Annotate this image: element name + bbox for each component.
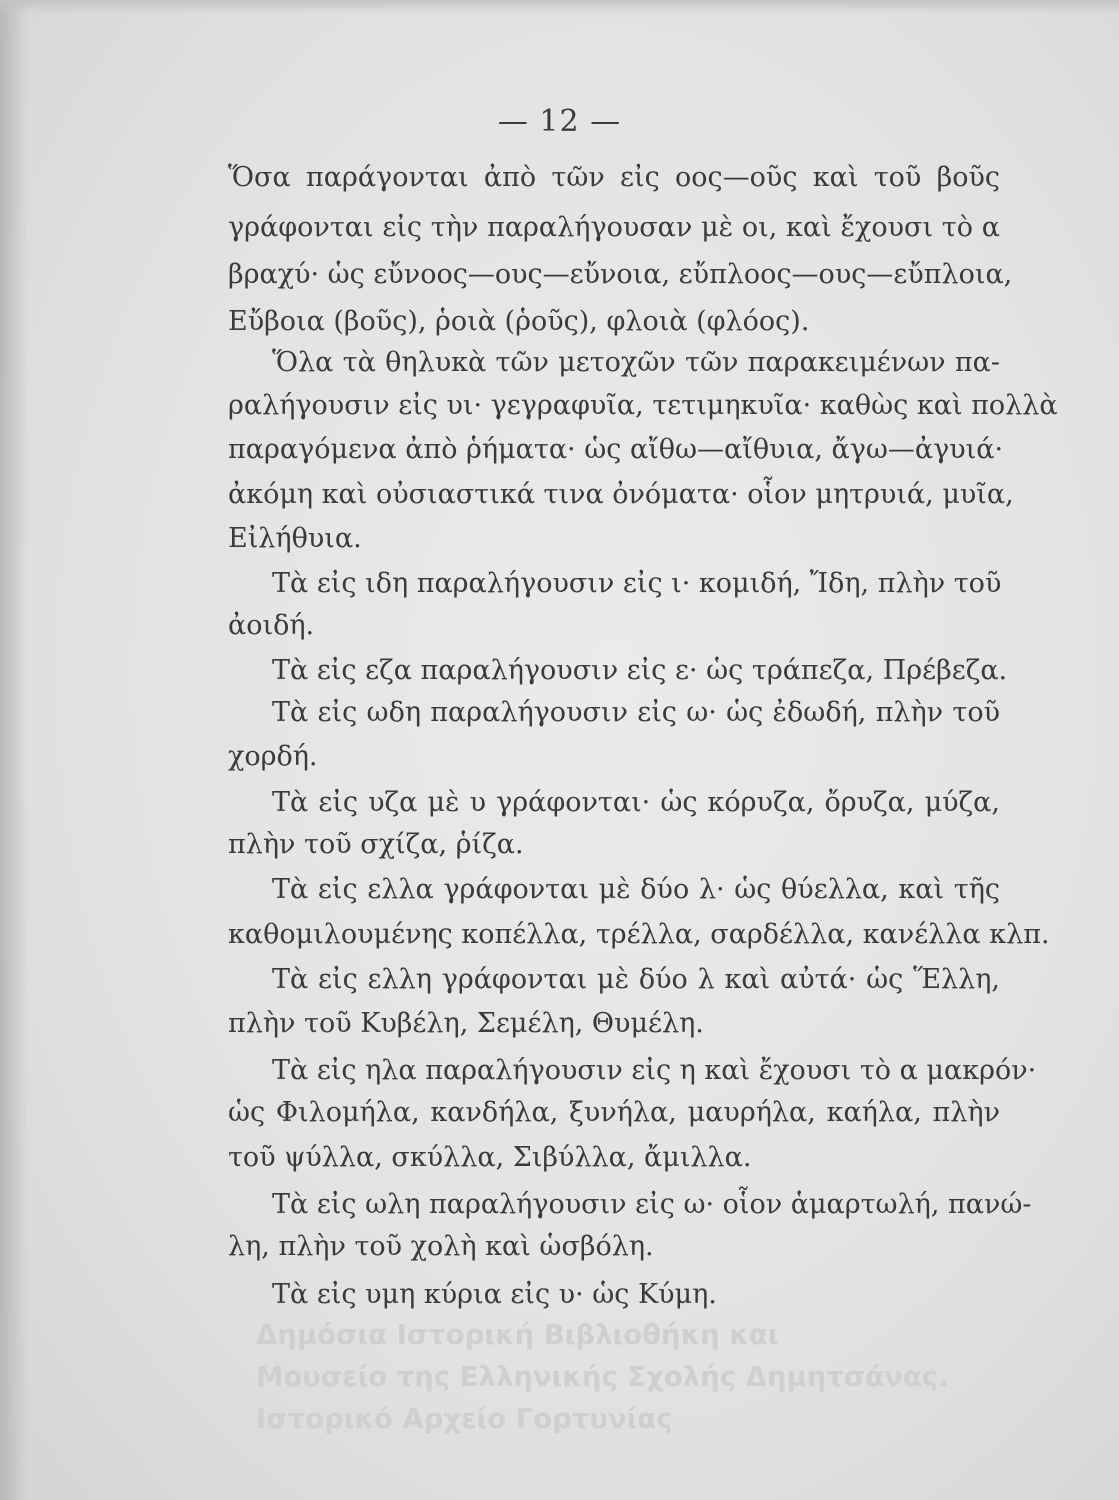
text-line: Τὰ εἰς ιδη παραλήγουσιν εἰς ι· κομιδή, Ἴδη, πλὴν τοῦ [272, 568, 1002, 599]
text-line: Εἰλήθυια. [228, 523, 362, 554]
watermark-line: Μουσείο της Ελληνικής Σχολής Δημητσάνας. [256, 1361, 949, 1393]
text-line: παραγόμενα ἀπὸ ῥήματα· ὡς αἴθω—αἴθυια, ἄγω—ἀγυιά· [228, 434, 1004, 465]
text-line: Ὅσα παράγονται ἀπὸ τῶν εἰς οος—οῦς καὶ τοῦ βοῦς [228, 162, 1000, 193]
text-line: βραχύ· ὡς εὔνοος—ους—εὔνοια, εὔπλοος—ους—εὔπλοια, [228, 259, 1013, 290]
page-top-shadow [0, 0, 1119, 14]
text-line: καθομιλουμένης κοπέλλα, τρέλλα, σαρδέλλα, κανέλλα κλπ. [228, 919, 1050, 950]
text-line: Εὔβοια (βοῦς), ῥοιὰ (ῥοῦς), φλοιὰ (φλόος). [228, 306, 810, 337]
text-line: πλὴν τοῦ σχίζα, ῥίζα. [228, 829, 524, 860]
watermark-line: Ιστορικό Αρχείο Γορτυνίας [256, 1403, 673, 1435]
text-line: ραλήγουσιν εἰς υι· γεγραφυῖα, τετιμηκυῖα· καθὼς καὶ πολλὰ [228, 390, 1058, 421]
text-line: Τὰ εἰς υζα μὲ υ γράφονται· ὡς κόρυζα, ὄρυζα, μύζα, [272, 787, 1000, 818]
text-line: χορδή. [228, 741, 318, 772]
library-watermark [256, 1314, 1106, 1440]
text-line: Τὰ εἰς ελλα γράφονται μὲ δύο λ· ὡς θύελλα, καὶ τῆς [272, 874, 1000, 905]
text-line: Τὰ εἰς ηλα παραλήγουσιν εἰς η καὶ ἔχουσι τὸ α μακρόν· [272, 1055, 1037, 1086]
text-line: Τὰ εἰς ωλη παραλήγουσιν εἰς ω· οἷον ἁμαρτωλή, πανώ- [272, 1189, 1032, 1220]
text-line: ἀκόμη καὶ οὐσιαστικά τινα ὀνόματα· οἷον μητρυιά, μυῖα, [228, 479, 1014, 510]
page-left-shadow [0, 0, 28, 1500]
text-line: τοῦ ψύλλα, σκύλλα, Σιβύλλα, ἄμιλλα. [228, 1142, 752, 1173]
page-number: — 12 — [497, 104, 622, 139]
text-line: λη, πλὴν τοῦ χολὴ καὶ ὡσβόλη. [228, 1231, 654, 1262]
text-line: Ὅλα τὰ θηλυκὰ τῶν μετοχῶν τῶν παρακειμένων πα- [272, 347, 1000, 378]
watermark-line: Δημόσια Ιστορική Βιβλιοθήκη και [256, 1319, 779, 1351]
text-line: πλὴν τοῦ Κυβέλη, Σεμέλη, Θυμέλη. [228, 1008, 704, 1039]
text-line: Τὰ εἰς ωδη παραλήγουσιν εἰς ω· ὡς ἐδωδή, πλὴν τοῦ [272, 697, 1000, 728]
text-line: ἀοιδή. [228, 610, 315, 641]
text-line: Τὰ εἰς ελλη γράφονται μὲ δύο λ καὶ αὐτά· ὡς Ἕλλη, [272, 964, 1000, 995]
text-line: γράφονται εἰς τὴν παραλήγουσαν μὲ οι, καὶ ἔχουσι τὸ α [228, 212, 1000, 243]
text-line: Τὰ εἰς εζα παραλήγουσιν εἰς ε· ὡς τράπεζα, Πρέβεζα. [272, 655, 1008, 686]
text-line: Τὰ εἰς υμη κύρια εἰς υ· ὡς Κύμη. [272, 1279, 717, 1310]
text-line: ὡς Φιλομήλα, κανδήλα, ξυνήλα, μαυρήλα, καήλα, πλὴν [228, 1097, 1000, 1128]
